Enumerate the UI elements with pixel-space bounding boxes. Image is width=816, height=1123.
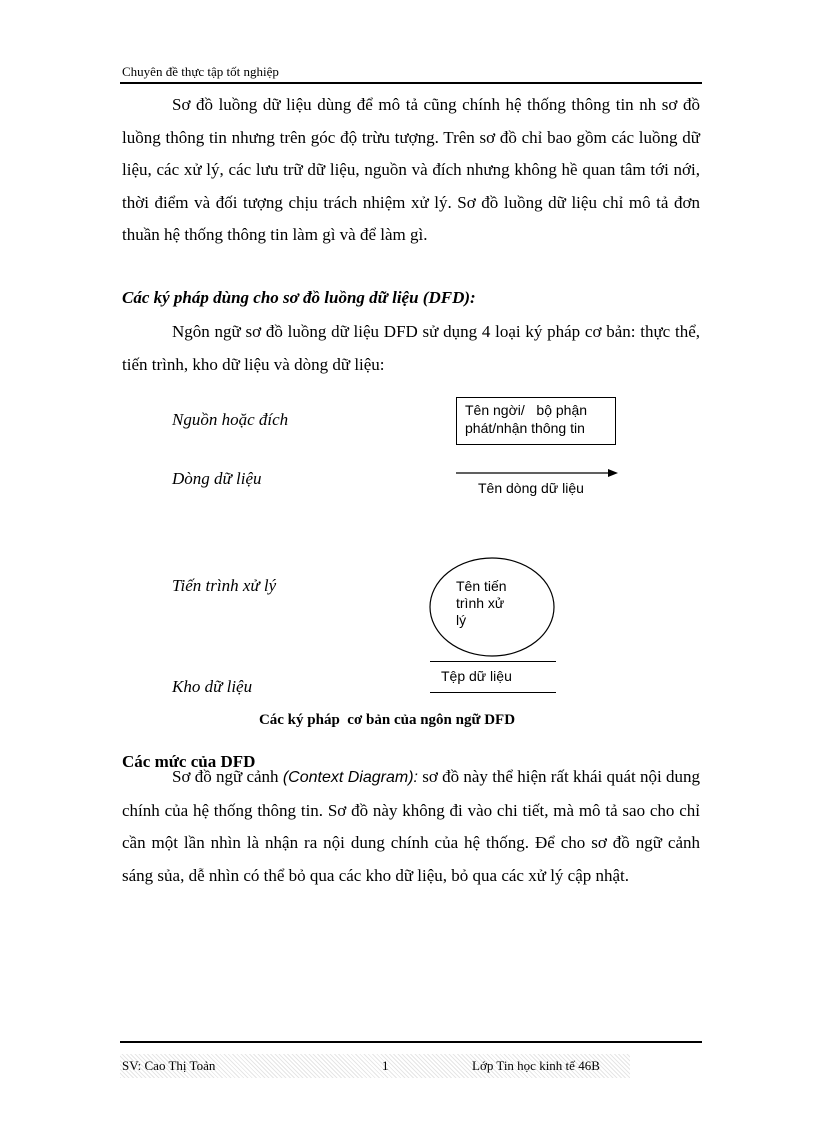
notation-heading: Các ký pháp dùng cho sơ đồ luồng dữ liệu (DFD): [122,288,476,307]
levels-paragraph [122,761,700,892]
process-text [456,578,507,629]
source-box-line1: Tên ngời/ bộ phận [465,402,588,418]
legend-flow-label: Dòng dữ liệu [172,469,262,488]
store-text: Tệp dữ liệu [441,668,512,684]
data-flow-arrow [454,466,620,480]
store-top-line [430,661,556,662]
legend-source-label: Nguồn hoặc đích [172,410,289,429]
legend-store-label: Kho dữ liệu [172,677,253,696]
page-header-title: Chuyên đề thực tập tốt nghiệp [122,64,279,79]
notation-text: Ngôn ngữ sơ đồ luồng dữ liệu DFD sử dụng 4 loại ký pháp cơ bản: thực thể, tiến trình, kho dữ liệu và dòng dữ liệu: [122,322,700,374]
store-bottom-line [430,692,556,693]
flow-name-text: Tên dòng dữ liệu [478,480,584,496]
intro-text: Sơ đồ luồng dữ liệu dùng để mô tả cũng chính hệ thống thông tin nh sơ đồ luồng thông tin nhưng trên góc độ trừu tượng. Trên sơ đồ chỉ bao gồm các luồng dữ liệu, các xử lý, các lưu trữ dữ liệu, nguồn và đích nhưng không hề quan tâm tới nới, thời điểm và đối tượng chịu trách nhiệm xử lý. Sơ đồ luồng dữ liệu chỉ mô tả đơn thuần hệ thống thông tin làm gì và để làm gì. [122,95,700,244]
source-box-line2: phát/nhận thông tin [465,420,585,436]
levels-text [122,761,700,892]
legend-process-label: Tiến trình xử lý [172,576,277,595]
levels-lead: Sơ đồ ngữ cảnh [172,767,279,786]
notation-paragraph [122,316,700,381]
figure-caption: Các ký pháp cơ bản của ngôn ngữ DFD [258,712,516,728]
levels-heading: Các mức của DFD [122,752,256,771]
footer-class: Lớp Tin học kinh tế 46B [472,1058,600,1073]
process-line2: trình xử [456,595,505,611]
header-rule [120,82,702,84]
footer-page-number: 1 [382,1058,389,1073]
intro-paragraph [122,89,700,252]
source-entity-box [456,397,616,445]
footer-student: SV: Cao Thị Toản [122,1058,216,1073]
levels-term: (Context Diagram): [282,769,418,786]
process-line3: lý [456,612,467,628]
footer-rule [120,1041,702,1043]
levels-rest: sơ đồ này thể hiện rất khái quát nội dung chính của hệ thống thông tin. Sơ đồ này không đi vào chi tiết, mà mô tả sao cho chỉ cần một lần nhìn là nhận ra nội dung chính của hệ thống. Để cho sơ đồ ngữ cảnh sáng sủa, dễ nhìn có thể bỏ qua các kho dữ liệu, bỏ qua các xử lý cập nhật. [122,767,700,885]
process-line1: Tên tiến [456,578,507,594]
